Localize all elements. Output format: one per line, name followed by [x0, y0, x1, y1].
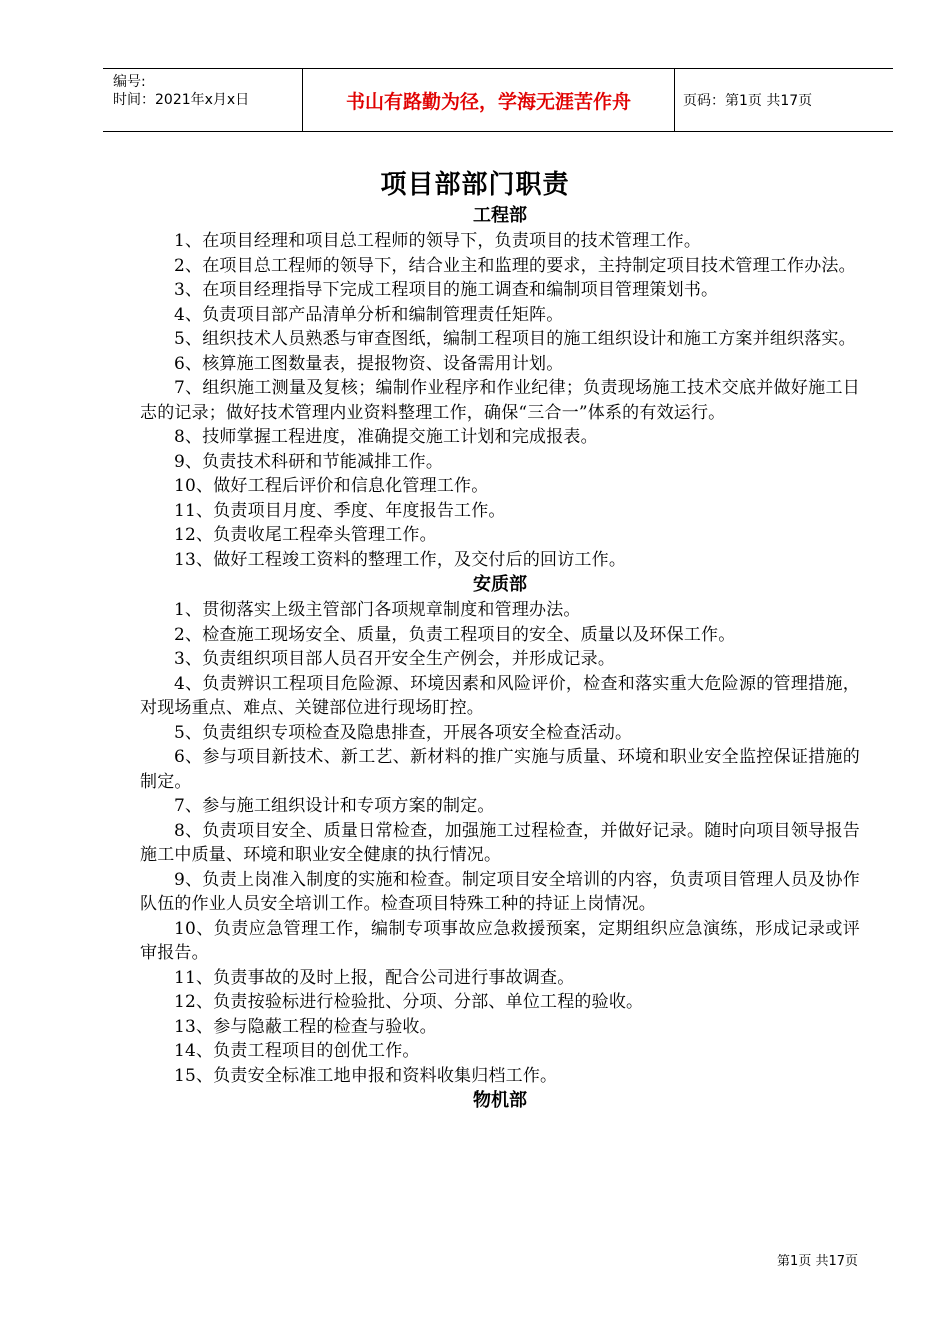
- duty-item: 1、在项目经理和项目总工程师的领导下，负责项目的技术管理工作。: [174, 231, 702, 251]
- page-title: 项目部部门职责: [380, 170, 570, 200]
- header-meta-cell: [103, 69, 303, 131]
- duty-item: 1、贯彻落实上级主管部门各项规章制度和管理办法。: [174, 600, 581, 620]
- document-body: [140, 203, 860, 1114]
- duty-item: 12、负责收尾工程牵头管理工作。: [174, 525, 437, 545]
- duty-item: 7、组织施工测量及复核；编制作业程序和作业纪律；负责现场施工技术交底并做好施工日志的记录；做好技术管理内业资料整理工作，确保“三合一”体系的有效运行。: [140, 378, 860, 423]
- duty-item: 5、负责组织专项检查及隐患排查，开展各项安全检查活动。: [174, 722, 633, 743]
- document-date-label: 时间：2021年x月x日: [113, 92, 250, 108]
- duty-item: 11、负责项目月度、季度、年度报告工作。: [174, 500, 506, 521]
- duty-item: 15、负责安全标准工地申报和资料收集归档工作。: [174, 1065, 558, 1086]
- duty-item: 10、做好工程后评价和信息化管理工作。: [174, 476, 489, 496]
- duty-item: 6、参与项目新技术、新工艺、新材料的推广实施与质量、环境和职业安全监控保证措施的制定。: [140, 747, 860, 792]
- document-number-label: 编号:: [113, 74, 146, 90]
- duty-item: 2、检查施工现场安全、质量，负责工程项目的安全、质量以及环保工作。: [174, 624, 736, 645]
- duty-item: 12、负责按验标进行检验批、分项、分部、单位工程的验收。: [174, 992, 644, 1012]
- header-page-number: 页码：第1页 共17页: [683, 93, 813, 109]
- section-heading: 安质部: [473, 574, 527, 595]
- duty-item: 14、负责工程项目的创优工作。: [174, 1041, 420, 1061]
- header-motto: 书山有路勤为径，学海无涯苦作舟: [303, 69, 675, 131]
- duty-item: 3、负责组织项目部人员召开安全生产例会，并形成记录。: [174, 649, 616, 669]
- duty-item: 7、参与施工组织设计和专项方案的制定。: [174, 796, 495, 816]
- duty-item: 11、负责事故的及时上报，配合公司进行事故调查。: [174, 967, 575, 988]
- duty-item: 4、负责项目部产品清单分析和编制管理责任矩阵。: [174, 304, 564, 325]
- duty-item: 8、负责项目安全、质量日常检查，加强施工过程检查，并做好记录。随时向项目领导报告施工中质量、环境和职业安全健康的执行情况。: [140, 820, 860, 865]
- section-heading: 工程部: [473, 205, 527, 226]
- duty-item: 6、核算施工图数量表，提报物资、设备需用计划。: [174, 353, 564, 374]
- section-heading: 物机部: [473, 1090, 527, 1111]
- duty-item: 9、负责上岗准入制度的实施和检查。制定项目安全培训的内容，负责项目管理人员及协作队伍的作业人员安全培训工作。检查项目特殊工种的持证上岗情况。: [140, 869, 860, 914]
- duty-item: 5、组织技术人员熟悉与审查图纸，编制工程项目的施工组织设计和施工方案并组织落实。: [174, 329, 856, 349]
- footer-page-number: 第1页 共17页: [777, 1254, 858, 1269]
- duty-item: 9、负责技术科研和节能减排工作。: [174, 451, 444, 472]
- duty-item: 13、参与隐蔽工程的检查与验收。: [174, 1016, 437, 1037]
- duty-item: 10、负责应急管理工作，编制专项事故应急救援预案，定期组织应急演练，形成记录或评审报告。: [140, 918, 860, 963]
- duty-item: 13、做好工程竣工资料的整理工作，及交付后的回访工作。: [174, 549, 627, 570]
- duty-item: 3、在项目经理指导下完成工程项目的施工调查和编制项目管理策划书。: [174, 280, 719, 300]
- duty-item: 8、技师掌握工程进度，准确提交施工计划和完成报表。: [174, 427, 598, 447]
- duty-item: 2、在项目总工程师的领导下，结合业主和监理的要求，主持制定项目技术管理工作办法。: [174, 255, 856, 276]
- header-table: [103, 68, 893, 132]
- duty-item: 4、负责辨识工程项目危险源、环境因素和风险评价，检查和落实重大危险源的管理措施，对现场重点、难点、关键部位进行现场盯控。: [140, 673, 860, 718]
